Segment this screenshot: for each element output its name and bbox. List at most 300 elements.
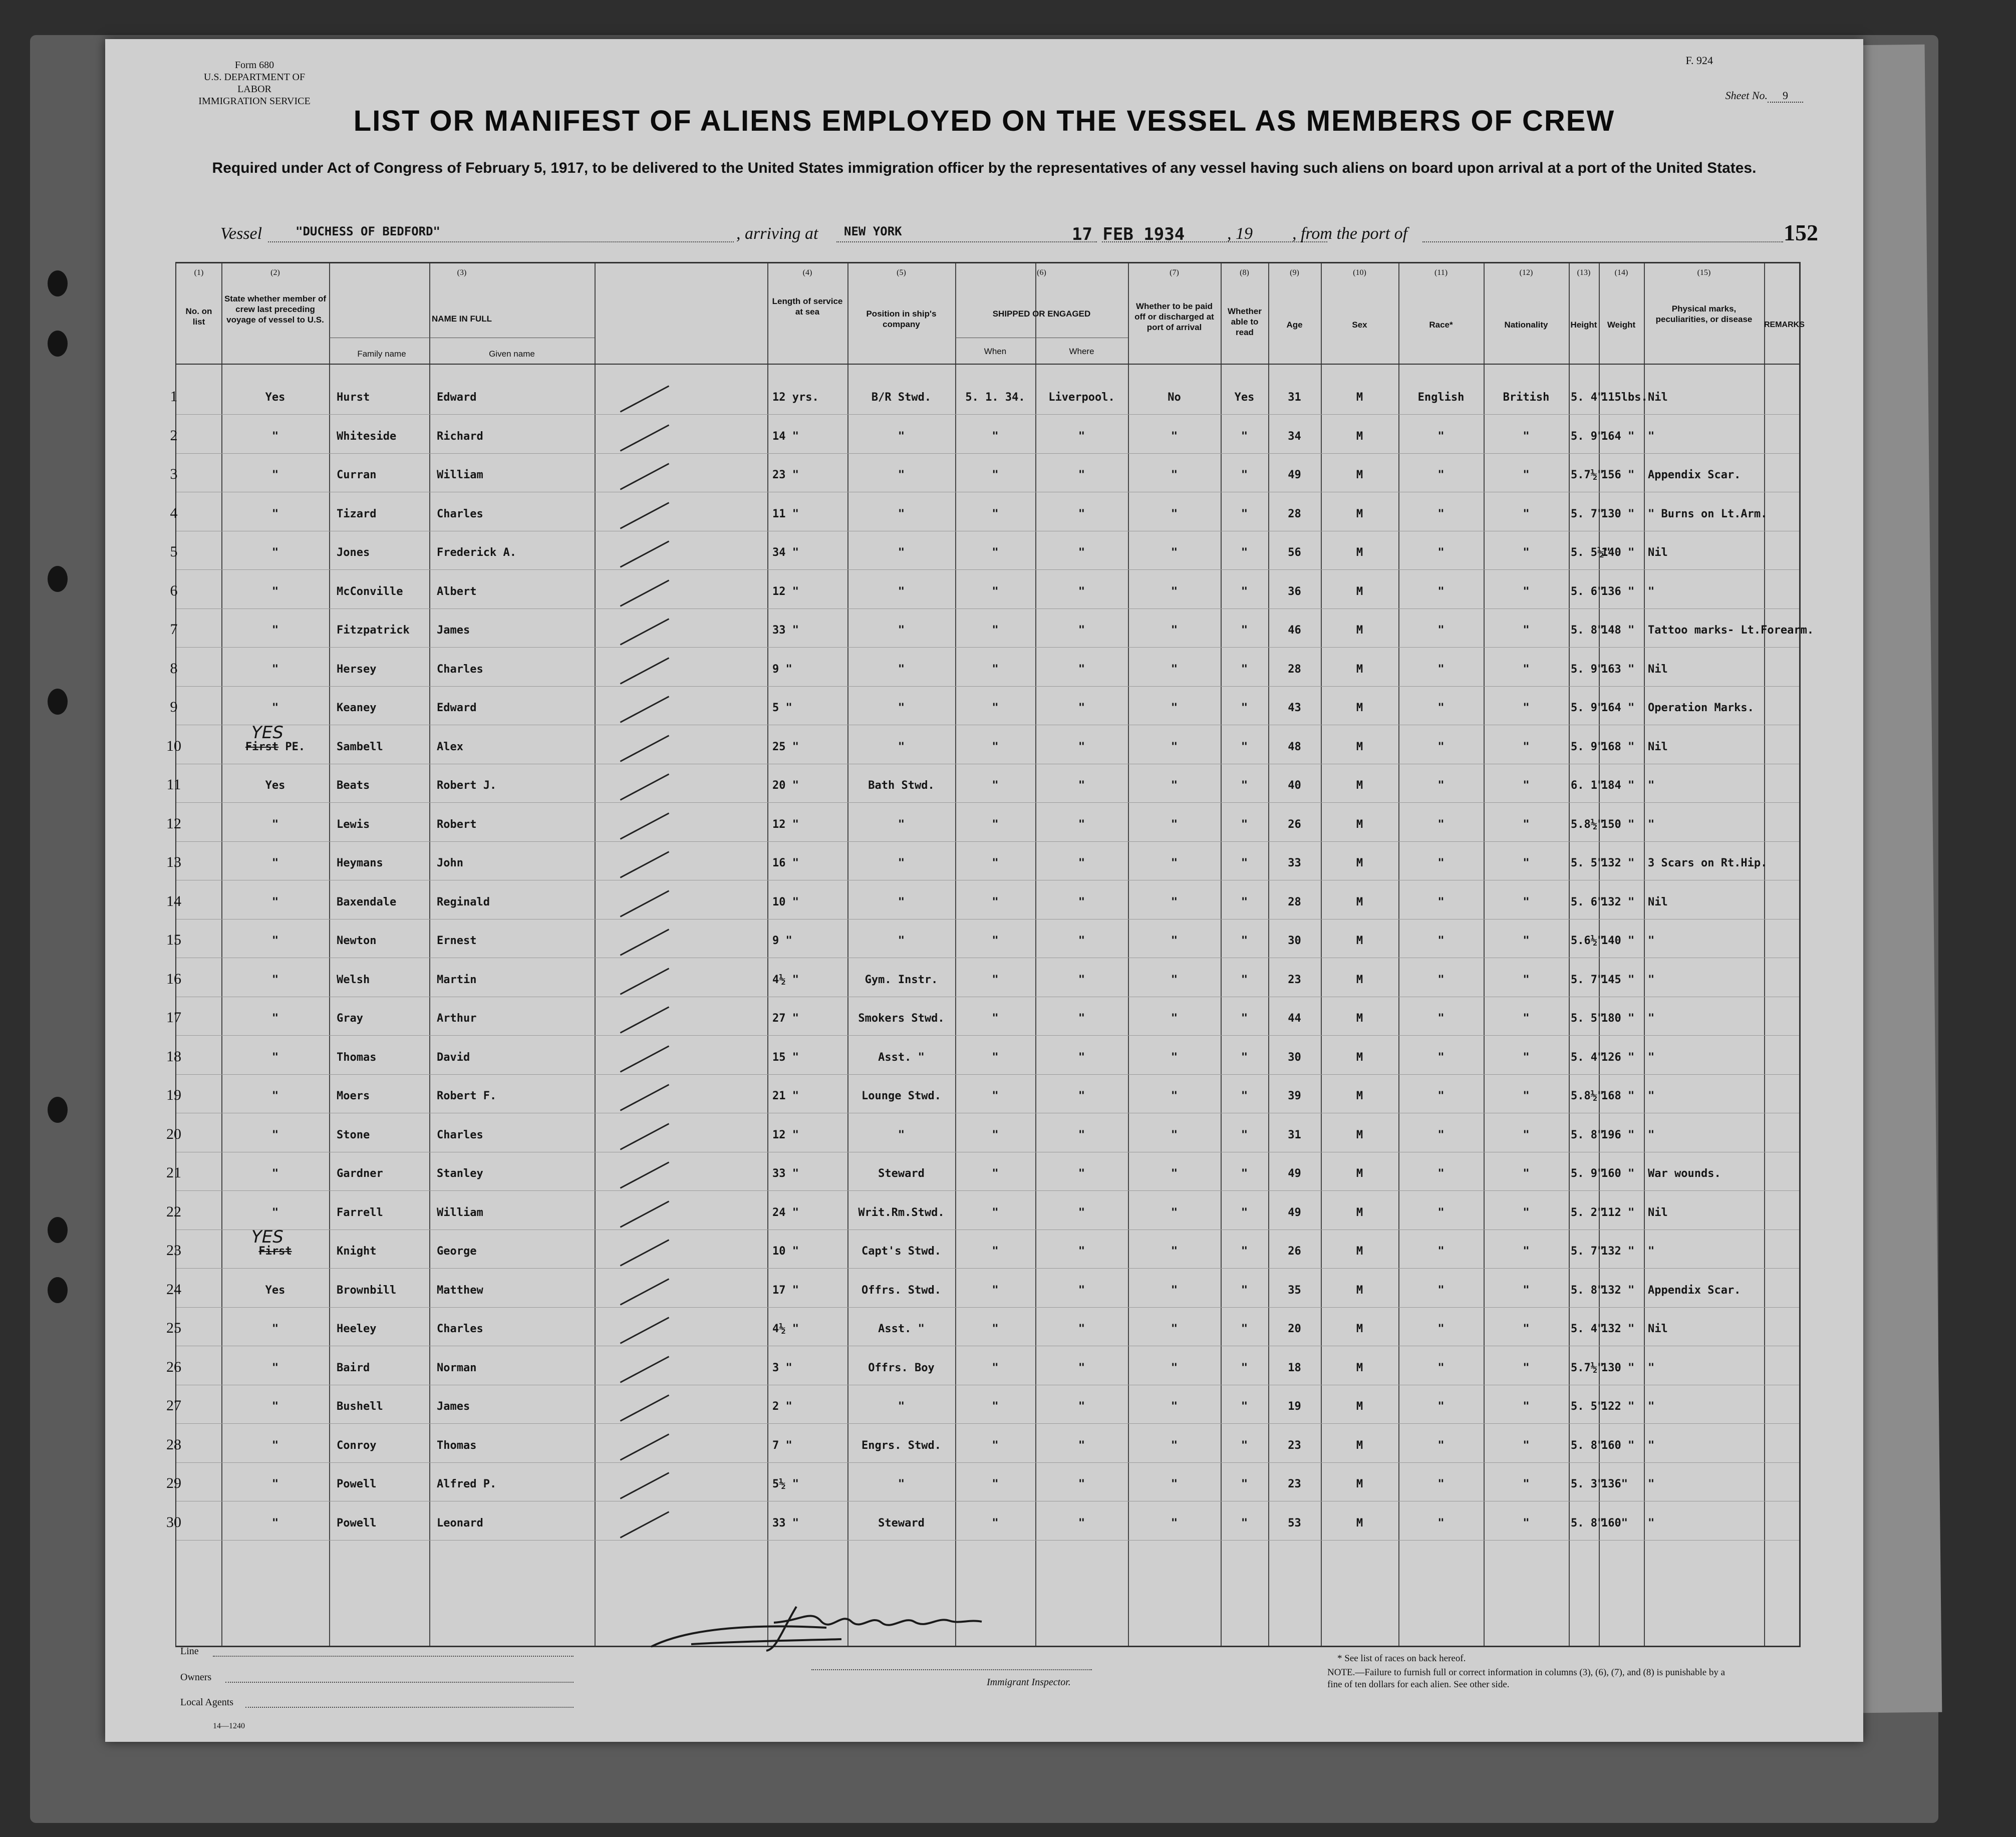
cell-when: " bbox=[992, 1090, 999, 1102]
cell-age: 23 bbox=[1288, 1478, 1301, 1490]
binder-hole bbox=[48, 331, 68, 357]
sheet-label: Sheet No. bbox=[1725, 89, 1768, 102]
cell-given: Thomas bbox=[437, 1439, 477, 1452]
cell-service: 12 " bbox=[772, 1128, 799, 1141]
cell-when: " bbox=[992, 1128, 999, 1141]
cell-weight: 132 " bbox=[1601, 895, 1635, 908]
cell-nat: " bbox=[1523, 1128, 1530, 1141]
cell-height: 5. 3" bbox=[1571, 1478, 1604, 1490]
cell-family: Powell bbox=[337, 1516, 377, 1529]
cell-family: Knight bbox=[337, 1245, 377, 1258]
cell-paid: " bbox=[1171, 895, 1178, 908]
cell-marks: " bbox=[1648, 1478, 1655, 1490]
check-mark-icon bbox=[620, 657, 670, 684]
cell-given: Charles bbox=[437, 1323, 483, 1335]
cell-family: Hurst bbox=[337, 391, 370, 404]
cell-sex: M bbox=[1356, 507, 1363, 520]
cell-given: Reginald bbox=[437, 895, 490, 908]
cell-read: " bbox=[1241, 1439, 1248, 1452]
cell-paid: " bbox=[1171, 857, 1178, 869]
cell-position: Gym. Instr. bbox=[865, 973, 938, 986]
check-mark-icon bbox=[620, 1006, 670, 1033]
cell-when: " bbox=[992, 1167, 999, 1180]
row-rule bbox=[176, 608, 1799, 609]
cell-nat: " bbox=[1523, 546, 1530, 559]
cell-marks: " bbox=[1648, 1439, 1655, 1452]
cell-position: B/R Stwd. bbox=[871, 391, 932, 404]
cell-nat: " bbox=[1523, 1439, 1530, 1452]
row-number: 21 bbox=[166, 1164, 181, 1181]
cell-when: " bbox=[992, 1323, 999, 1335]
binder-hole bbox=[48, 1097, 68, 1123]
cell-family: Whiteside bbox=[337, 430, 397, 443]
cell-position: " bbox=[898, 1478, 905, 1490]
cell-nat: " bbox=[1523, 1284, 1530, 1297]
cell-position: Engrs. Stwd. bbox=[861, 1439, 941, 1452]
cell-position: Bath Stwd. bbox=[868, 779, 935, 792]
cell-race: " bbox=[1437, 1323, 1445, 1335]
cell-where: " bbox=[1078, 1284, 1085, 1297]
cell-service: 17 " bbox=[772, 1284, 799, 1297]
cell-height: 5.6½" bbox=[1571, 935, 1604, 947]
cell-family: Tizard bbox=[337, 507, 377, 520]
check-mark-icon bbox=[620, 812, 670, 839]
cell-age: 26 bbox=[1288, 818, 1301, 831]
form-header-block bbox=[189, 59, 320, 107]
cell-prev: " bbox=[271, 895, 279, 908]
cell-nat: " bbox=[1523, 935, 1530, 947]
cell-age: 19 bbox=[1288, 1400, 1301, 1413]
agents-label: Local Agents bbox=[180, 1697, 234, 1708]
check-mark-icon bbox=[620, 579, 670, 606]
cell-service: 23 " bbox=[772, 469, 799, 481]
cell-service: 27 " bbox=[772, 1012, 799, 1025]
cell-nat: " bbox=[1523, 895, 1530, 908]
cell-when: " bbox=[992, 507, 999, 520]
row-number: 8 bbox=[170, 660, 178, 677]
cell-read: " bbox=[1241, 469, 1248, 481]
col-num-9: (9) bbox=[1290, 268, 1299, 277]
cell-given: William bbox=[437, 1206, 483, 1219]
cell-sex: M bbox=[1356, 1051, 1363, 1064]
cell-when: 5. 1. 34. bbox=[965, 391, 1025, 404]
cell-position: Steward bbox=[878, 1167, 925, 1180]
cell-where: " bbox=[1078, 702, 1085, 714]
check-mark-icon bbox=[620, 1084, 670, 1111]
cell-given: Norman bbox=[437, 1361, 477, 1374]
cell-nat: " bbox=[1523, 430, 1530, 443]
binder-hole bbox=[48, 1217, 68, 1243]
cell-position: Writ.Rm.Stwd. bbox=[858, 1206, 945, 1219]
cell-read: " bbox=[1241, 1206, 1248, 1219]
manifest-table bbox=[166, 262, 1814, 1647]
cell-service: 3 " bbox=[772, 1361, 792, 1374]
header-physical-marks: Physical marks, peculiarities, or disease bbox=[1655, 304, 1753, 324]
header-when: When bbox=[984, 347, 1007, 356]
cell-age: 43 bbox=[1288, 702, 1301, 714]
cell-race: " bbox=[1437, 1284, 1445, 1297]
binder-hole bbox=[48, 270, 68, 296]
cell-marks: " bbox=[1648, 585, 1655, 598]
cell-when: " bbox=[992, 1051, 999, 1064]
col-num-1: (1) bbox=[194, 268, 204, 277]
cell-sex: M bbox=[1356, 1090, 1363, 1102]
cell-read: " bbox=[1241, 1478, 1248, 1490]
cell-when: " bbox=[992, 740, 999, 753]
cell-prev: " bbox=[271, 1167, 279, 1180]
cell-nat: " bbox=[1523, 1206, 1530, 1219]
header-weight: Weight bbox=[1607, 320, 1636, 330]
check-mark-icon bbox=[620, 851, 670, 878]
cell-service: 5 " bbox=[772, 702, 792, 714]
cell-nat: " bbox=[1523, 818, 1530, 831]
f-number: F. 924 bbox=[1685, 54, 1713, 67]
cell-paid: " bbox=[1171, 818, 1178, 831]
cell-given: Robert bbox=[437, 818, 477, 831]
cell-where: " bbox=[1078, 973, 1085, 986]
cell-position: " bbox=[898, 585, 905, 598]
cell-age: 40 bbox=[1288, 779, 1301, 792]
cell-service: 9 " bbox=[772, 935, 792, 947]
cell-paid: " bbox=[1171, 1167, 1178, 1180]
cell-race: " bbox=[1437, 935, 1445, 947]
cell-race: " bbox=[1437, 1090, 1445, 1102]
cell-where: " bbox=[1078, 430, 1085, 443]
cell-nat: " bbox=[1523, 1361, 1530, 1374]
cell-weight: 130 " bbox=[1601, 1361, 1635, 1374]
vessel-line bbox=[220, 224, 1798, 249]
cell-paid: " bbox=[1171, 624, 1178, 637]
cell-service: 33 " bbox=[772, 624, 799, 637]
row-number: 12 bbox=[166, 815, 181, 832]
cell-given: Stanley bbox=[437, 1167, 483, 1180]
cell-family: Hersey bbox=[337, 663, 377, 676]
cell-given: William bbox=[437, 469, 483, 481]
cell-nat: " bbox=[1523, 702, 1530, 714]
cell-service: 33 " bbox=[772, 1516, 799, 1529]
cell-where: " bbox=[1078, 895, 1085, 908]
row-number: 23 bbox=[166, 1242, 181, 1259]
cell-age: 39 bbox=[1288, 1090, 1301, 1102]
cell-nat: " bbox=[1523, 857, 1530, 869]
row-rule bbox=[176, 647, 1799, 648]
cell-age: 53 bbox=[1288, 1516, 1301, 1529]
cell-height: 5. 8" bbox=[1571, 1439, 1604, 1452]
cell-weight: 168 " bbox=[1601, 740, 1635, 753]
cell-marks: Nil bbox=[1648, 391, 1668, 404]
cell-marks: " bbox=[1648, 1400, 1655, 1413]
cell-read: " bbox=[1241, 1516, 1248, 1529]
cell-height: 5. 4" bbox=[1571, 391, 1604, 404]
cell-given: Robert J. bbox=[437, 779, 497, 792]
cell-where: " bbox=[1078, 1128, 1085, 1141]
cell-height: 5. 9" bbox=[1571, 1167, 1604, 1180]
row-number: 3 bbox=[170, 466, 178, 482]
cell-age: 49 bbox=[1288, 1206, 1301, 1219]
cell-height: 5. 9" bbox=[1571, 702, 1604, 714]
cell-prev: Yes bbox=[265, 1284, 285, 1297]
cell-marks: " bbox=[1648, 430, 1655, 443]
cell-sex: M bbox=[1356, 895, 1363, 908]
cell-prev: " bbox=[271, 469, 279, 481]
cell-read: " bbox=[1241, 624, 1248, 637]
cell-height: 5. 4" bbox=[1571, 1323, 1604, 1335]
cell-prev: " bbox=[271, 430, 279, 443]
sheet-value: 9 bbox=[1768, 89, 1803, 103]
arriving-label: , arriving at bbox=[736, 224, 818, 243]
cell-position: " bbox=[898, 702, 905, 714]
cell-given: Martin bbox=[437, 973, 477, 986]
check-mark-icon bbox=[620, 968, 670, 995]
cell-where: " bbox=[1078, 1051, 1085, 1064]
check-mark-icon bbox=[620, 696, 670, 723]
cell-marks: Appendix Scar. bbox=[1648, 469, 1741, 481]
check-mark-icon bbox=[620, 1394, 670, 1421]
agents-field bbox=[245, 1707, 573, 1708]
handwritten-correction: YES bbox=[251, 1227, 283, 1247]
col-num-14: (14) bbox=[1614, 268, 1628, 277]
cell-given: Arthur bbox=[437, 1012, 477, 1025]
cell-marks: " Burns on Lt.Arm. bbox=[1648, 507, 1768, 520]
cell-race: " bbox=[1437, 624, 1445, 637]
check-mark-icon bbox=[620, 1278, 670, 1305]
cell-height: 5.7½" bbox=[1571, 469, 1604, 481]
cell-height: 5. 8" bbox=[1571, 1516, 1604, 1529]
cell-race: " bbox=[1437, 585, 1445, 598]
check-mark-icon bbox=[620, 1317, 670, 1344]
row-number: 28 bbox=[166, 1436, 181, 1453]
cell-sex: M bbox=[1356, 818, 1363, 831]
cell-paid: " bbox=[1171, 1012, 1178, 1025]
vessel-name-line bbox=[268, 241, 734, 242]
cell-service: 34 " bbox=[772, 546, 799, 559]
check-mark-icon bbox=[620, 1045, 670, 1072]
cell-sex: M bbox=[1356, 973, 1363, 986]
cell-nat: British bbox=[1503, 391, 1550, 404]
check-mark-icon bbox=[620, 618, 670, 645]
cell-race: " bbox=[1437, 779, 1445, 792]
cell-weight: 156 " bbox=[1601, 469, 1635, 481]
cell-prev: " bbox=[271, 1323, 279, 1335]
cell-when: " bbox=[992, 1361, 999, 1374]
owners-field bbox=[225, 1682, 573, 1683]
cell-sex: M bbox=[1356, 624, 1363, 637]
cell-weight: 126 " bbox=[1601, 1051, 1635, 1064]
cell-prev: " bbox=[271, 1012, 279, 1025]
col-num-13: (13) bbox=[1577, 268, 1591, 277]
cell-service: 16 " bbox=[772, 857, 799, 869]
cell-family: McConville bbox=[337, 585, 403, 598]
cell-where: " bbox=[1078, 1478, 1085, 1490]
cell-service: 2 " bbox=[772, 1400, 792, 1413]
cell-paid: " bbox=[1171, 1284, 1178, 1297]
cell-position: " bbox=[898, 857, 905, 869]
col-num-6: (6) bbox=[1037, 268, 1046, 277]
from-port-line bbox=[1422, 241, 1783, 242]
row-number: 4 bbox=[170, 504, 178, 521]
cell-given: David bbox=[437, 1051, 470, 1064]
cell-position: " bbox=[898, 1400, 905, 1413]
cell-nat: " bbox=[1523, 740, 1530, 753]
cell-race: " bbox=[1437, 1400, 1445, 1413]
cell-where: " bbox=[1078, 1090, 1085, 1102]
cell-family: Fitzpatrick bbox=[337, 624, 410, 637]
cell-given: Ernest bbox=[437, 935, 477, 947]
cell-nat: " bbox=[1523, 1478, 1530, 1490]
cell-age: 48 bbox=[1288, 740, 1301, 753]
cell-prev: " bbox=[271, 1206, 279, 1219]
cell-race: " bbox=[1437, 507, 1445, 520]
name-column-divider bbox=[429, 263, 430, 1646]
cell-marks: " bbox=[1648, 1128, 1655, 1141]
cell-when: " bbox=[992, 779, 999, 792]
cell-prev: " bbox=[271, 546, 279, 559]
cell-family: Gray bbox=[337, 1012, 363, 1025]
cell-marks: " bbox=[1648, 935, 1655, 947]
row-rule bbox=[176, 1074, 1799, 1075]
cell-nat: " bbox=[1523, 624, 1530, 637]
row-rule bbox=[176, 453, 1799, 454]
cell-given: James bbox=[437, 624, 470, 637]
cell-family: Thomas bbox=[337, 1051, 377, 1064]
cell-read: " bbox=[1241, 1361, 1248, 1374]
entry-suffix: PE. bbox=[278, 740, 306, 753]
cell-read: " bbox=[1241, 1245, 1248, 1258]
cell-weight: 140 " bbox=[1601, 935, 1635, 947]
cell-prev: Yes bbox=[265, 779, 285, 792]
cell-read: Yes bbox=[1234, 391, 1255, 404]
cell-height: 5. 8" bbox=[1571, 624, 1604, 637]
cell-where: " bbox=[1078, 663, 1085, 676]
cell-position: Capt's Stwd. bbox=[861, 1245, 941, 1258]
cell-prev: " bbox=[271, 1051, 279, 1064]
cell-service: 12 yrs. bbox=[772, 391, 819, 404]
cell-family: Bushell bbox=[337, 1400, 383, 1413]
cell-race: " bbox=[1437, 702, 1445, 714]
check-mark-icon bbox=[620, 929, 670, 956]
cell-marks: " bbox=[1648, 1051, 1655, 1064]
cell-given: Richard bbox=[437, 430, 483, 443]
cell-height: 5. 8" bbox=[1571, 1128, 1604, 1141]
cell-given: Matthew bbox=[437, 1284, 483, 1297]
cell-family: Keaney bbox=[337, 702, 377, 714]
col-num-2: (2) bbox=[270, 268, 280, 277]
cell-weight: 180 " bbox=[1601, 1012, 1635, 1025]
cell-sex: M bbox=[1356, 1284, 1363, 1297]
cell-weight: 160 " bbox=[1601, 1439, 1635, 1452]
row-rule bbox=[176, 802, 1799, 803]
check-mark-icon bbox=[620, 540, 670, 567]
cell-sex: M bbox=[1356, 430, 1363, 443]
cell-position: " bbox=[898, 469, 905, 481]
check-mark-icon bbox=[620, 1433, 670, 1460]
cell-family: Welsh bbox=[337, 973, 370, 986]
cell-nat: " bbox=[1523, 1323, 1530, 1335]
cell-prev: " bbox=[271, 818, 279, 831]
header-race: Race* bbox=[1429, 320, 1453, 330]
header-no-on-list: No. on list bbox=[185, 307, 212, 327]
row-number: 25 bbox=[166, 1320, 181, 1336]
cell-prev: " bbox=[271, 1478, 279, 1490]
check-mark-icon bbox=[620, 890, 670, 917]
cell-when: " bbox=[992, 1206, 999, 1219]
cell-where: " bbox=[1078, 1516, 1085, 1529]
cell-weight: 132 " bbox=[1601, 1284, 1635, 1297]
row-rule bbox=[176, 919, 1799, 920]
cell-when: " bbox=[992, 895, 999, 908]
row-number: 13 bbox=[166, 854, 181, 870]
row-rule bbox=[176, 1462, 1799, 1463]
check-mark-icon bbox=[620, 463, 670, 490]
row-number: 18 bbox=[166, 1048, 181, 1065]
cell-service: 20 " bbox=[772, 779, 799, 792]
cell-when: " bbox=[992, 1245, 999, 1258]
cell-prev: " bbox=[271, 702, 279, 714]
cell-age: 30 bbox=[1288, 935, 1301, 947]
cell-sex: M bbox=[1356, 857, 1363, 869]
cell-height: 5. 6" bbox=[1571, 585, 1604, 598]
row-rule bbox=[176, 569, 1799, 570]
cell-when: " bbox=[992, 1478, 999, 1490]
cell-position: " bbox=[898, 895, 905, 908]
cell-sex: M bbox=[1356, 702, 1363, 714]
line-field bbox=[213, 1656, 573, 1657]
cell-paid: " bbox=[1171, 973, 1178, 986]
cell-height: 5. 7" bbox=[1571, 1245, 1604, 1258]
cell-when: " bbox=[992, 430, 999, 443]
cell-position: Offrs. Boy bbox=[868, 1361, 935, 1374]
cell-paid: " bbox=[1171, 1128, 1178, 1141]
cell-paid: " bbox=[1171, 430, 1178, 443]
cell-family: Curran bbox=[337, 469, 377, 481]
cell-family: Moers bbox=[337, 1090, 370, 1102]
row-number: 29 bbox=[166, 1475, 181, 1491]
cell-prev: " bbox=[271, 1090, 279, 1102]
cell-sex: M bbox=[1356, 1478, 1363, 1490]
cell-weight: 130 " bbox=[1601, 507, 1635, 520]
cell-marks: " bbox=[1648, 1090, 1655, 1102]
cell-age: 35 bbox=[1288, 1284, 1301, 1297]
cell-race: " bbox=[1437, 1012, 1445, 1025]
cell-prev: " bbox=[271, 857, 279, 869]
header-name-in-full: NAME IN FULL bbox=[432, 314, 492, 324]
cell-height: 6. 1" bbox=[1571, 779, 1604, 792]
check-mark-icon bbox=[620, 1161, 670, 1188]
cell-service: 9 " bbox=[772, 663, 792, 676]
header-height: Height bbox=[1570, 320, 1597, 330]
row-number: 30 bbox=[166, 1513, 181, 1530]
header-given-name: Given name bbox=[489, 349, 535, 359]
cell-read: " bbox=[1241, 935, 1248, 947]
cell-paid: " bbox=[1171, 1400, 1178, 1413]
cell-age: 28 bbox=[1288, 663, 1301, 676]
cell-paid: " bbox=[1171, 1478, 1178, 1490]
line-label: Line bbox=[180, 1646, 199, 1657]
cell-where: " bbox=[1078, 585, 1085, 598]
row-number: 24 bbox=[166, 1281, 181, 1298]
header-prev-voyage: State whether member of crew last preceding voyage of vessel to U.S. bbox=[224, 294, 327, 325]
cell-read: " bbox=[1241, 1400, 1248, 1413]
cell-family: Stone bbox=[337, 1128, 370, 1141]
cell-when: " bbox=[992, 469, 999, 481]
cell-where: " bbox=[1078, 1361, 1085, 1374]
header-able-to-read: Whether able to read bbox=[1228, 307, 1262, 337]
cell-where: " bbox=[1078, 779, 1085, 792]
cell-family: Jones bbox=[337, 546, 370, 559]
cell-race: " bbox=[1437, 546, 1445, 559]
inspector-label: Immigrant Inspector. bbox=[987, 1677, 1071, 1688]
cell-marks: " bbox=[1648, 973, 1655, 986]
